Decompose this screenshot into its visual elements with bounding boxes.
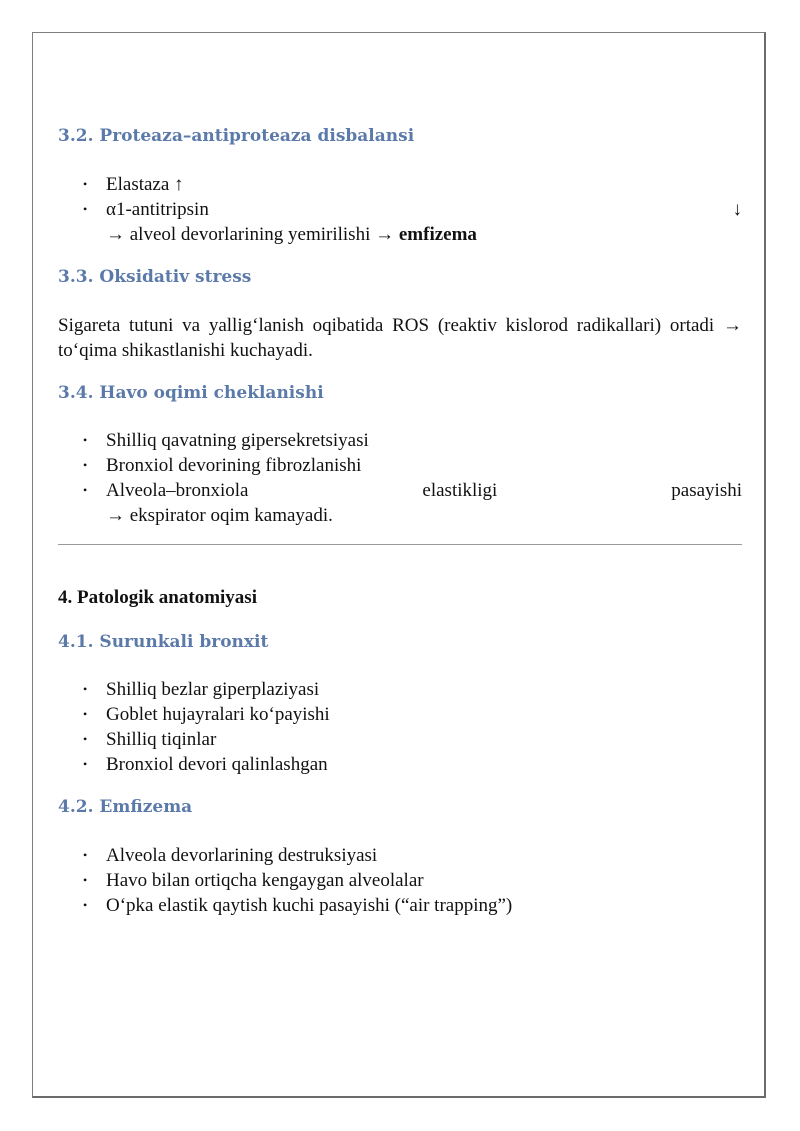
list-3-4 — [58, 428, 742, 503]
bullet-icon: • — [83, 873, 88, 887]
continuation-line: → ekspirator oqim kamayadi. — [106, 505, 333, 526]
list-item: • Bronxiol devori qalinlashgan — [83, 754, 328, 775]
bullet-icon: • — [83, 732, 88, 746]
continuation-line: → alveol devorlarining yemirilishi → emfizema — [106, 224, 477, 245]
list-item: • Shilliq bezlar giperplaziyasi — [83, 679, 320, 700]
bullet-icon: • — [83, 898, 88, 912]
bullet-icon: • — [83, 177, 88, 191]
paragraph-3-3: Sigareta tutuni va yallig‘lanish oqibatida ROS (reaktiv kislorod radikallari) ortadi → to‘qima shikastlanishi kuchayadi. — [58, 315, 742, 361]
list-item: • Shilliq qavatning gipersekretsiyasi — [83, 430, 369, 451]
horizontal-divider — [58, 544, 742, 545]
bold-term: emfizema — [398, 224, 477, 245]
list-item: • Alveola–bronxiola elastikligi pasayishi — [83, 480, 742, 501]
list-item: • Alveola devorlarining destruksiyasi — [83, 845, 378, 866]
list-item: • Elastaza ↑ — [83, 174, 184, 195]
heading-3-2: 3.2. Proteaza–antiproteaza disbalansi — [58, 126, 415, 146]
bullet-icon: • — [83, 707, 88, 721]
heading-3-3: 3.3. Oksidativ stress — [58, 267, 252, 287]
list-item: • Goblet hujayralari ko‘payishi — [83, 704, 330, 725]
heading-4-2: 4.2. Emfizema — [58, 797, 193, 817]
bullet-icon: • — [83, 433, 88, 447]
list-item: • Shilliq tiqinlar — [83, 729, 217, 750]
bullet-icon: • — [83, 202, 88, 216]
heading-3-4: 3.4. Havo oqimi cheklanishi — [58, 383, 324, 403]
list-item: • Bronxiol devorining fibrozlanishi — [83, 455, 362, 476]
list-item: • O‘pka elastik qaytish kuchi pasayishi (“air trapping”) — [83, 895, 513, 916]
heading-4: 4. Patologik anatomiyasi — [58, 587, 257, 608]
bullet-icon: • — [83, 483, 88, 497]
bullet-icon: • — [83, 848, 88, 862]
bullet-icon: • — [83, 757, 88, 771]
list-4-1 — [58, 677, 742, 777]
list-item: • α1-antitripsin ↓ — [83, 199, 742, 220]
list-4-2 — [58, 843, 742, 918]
list-item: • Havo bilan ortiqcha kengaygan alveolalar — [83, 870, 424, 891]
bullet-icon: • — [83, 458, 88, 472]
down-arrow-text: ↓ — [732, 199, 742, 220]
list-3-2 — [58, 172, 742, 222]
heading-4-1: 4.1. Surunkali bronxit — [58, 632, 269, 652]
bullet-icon: • — [83, 682, 88, 696]
